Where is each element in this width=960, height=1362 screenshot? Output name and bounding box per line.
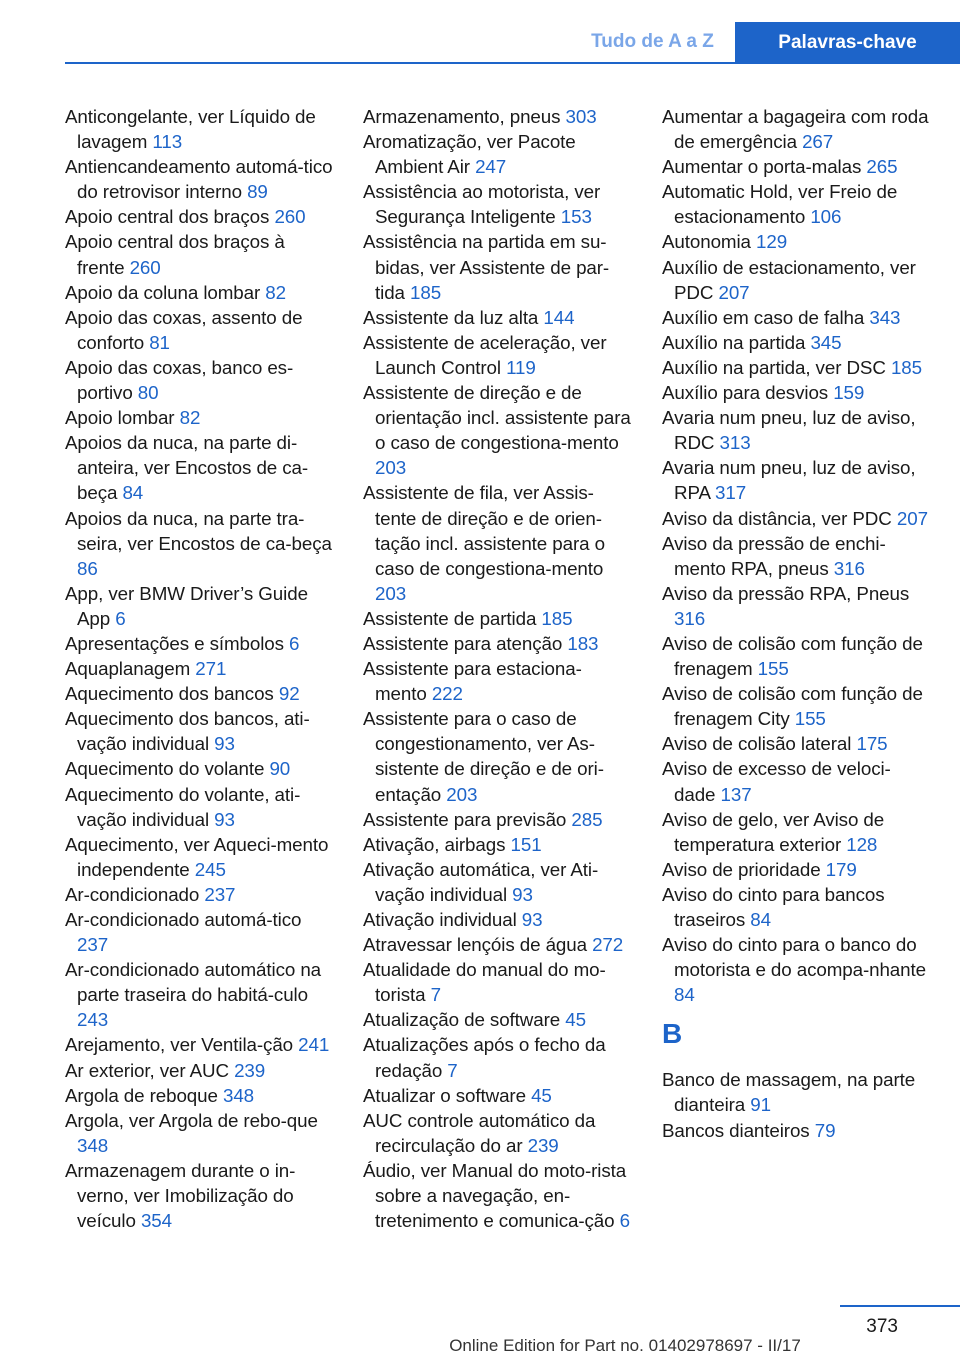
page-reference-link[interactable]: 93: [214, 808, 235, 830]
index-entry: [363, 179, 633, 229]
page-reference-link[interactable]: 153: [560, 206, 592, 228]
page-reference-link[interactable]: 239: [527, 1134, 559, 1156]
index-column-1: [65, 104, 335, 1233]
index-entry-text: Assistente de aceleração, ver Launch Control: [363, 331, 607, 378]
page-reference-link[interactable]: 106: [810, 206, 842, 228]
index-entry-text: Atualizações após o fecho da redação: [363, 1034, 606, 1081]
page-reference-link[interactable]: 7: [430, 984, 441, 1006]
index-entry-text: Auxílio em caso de falha: [662, 306, 865, 328]
page-reference-link[interactable]: 82: [265, 281, 286, 303]
index-entry-text: Aquecimento, ver Aqueci‐mento independente: [65, 833, 329, 880]
index-entry-text: Aviso de colisão com função de frenagem: [662, 632, 923, 680]
index-entry: [65, 882, 335, 907]
index-entry-text: Aviso da pressão de enchi‐mento RPA, pneus: [662, 532, 886, 579]
header-rule: [65, 62, 960, 64]
tab-section-a-z[interactable]: Tudo de A a Z: [591, 31, 714, 52]
page-reference-link[interactable]: 93: [214, 733, 235, 755]
index-entry-text: Aumentar o porta-malas: [662, 156, 862, 178]
index-entry-text: Assistência na partida em su‐bidas, ver Assistente de par‐tida: [363, 231, 610, 303]
index-entry-text: Assistente da luz alta: [363, 306, 539, 328]
page-reference-link[interactable]: 84: [122, 482, 144, 504]
page-reference-link[interactable]: 119: [506, 356, 536, 378]
index-entry: [662, 531, 932, 581]
index-entry-text: Assistente para atenção: [363, 632, 563, 654]
page-reference-link[interactable]: 241: [298, 1034, 330, 1056]
index-entry: [65, 1158, 335, 1233]
index-entry-text: Ativação automática, ver Ati‐vação individual: [363, 858, 599, 905]
index-entry-text: Ativação individual: [363, 909, 517, 930]
index-entry: [65, 355, 335, 405]
page-reference-link[interactable]: 222: [431, 683, 463, 705]
page-reference-link[interactable]: 203: [375, 457, 407, 479]
index-entry-text: Assistente de partida: [363, 607, 537, 629]
page-reference-link[interactable]: 239: [234, 1059, 266, 1081]
index-column-2: [363, 104, 633, 1233]
index-entry-text: Assistente para previsão: [363, 808, 567, 830]
page-reference-link[interactable]: 128: [846, 833, 878, 855]
index-entry-text: Ar-condicionado: [65, 883, 200, 905]
index-entry: [65, 782, 335, 832]
index-entry: [65, 1032, 335, 1057]
page-reference-link[interactable]: 6: [115, 607, 126, 629]
index-entry-text: Aquecimento dos bancos: [65, 683, 274, 705]
index-entry-text: Apoios da nuca, na parte tra‐seira, ver Encostos de ca‐beça: [65, 507, 332, 554]
index-entry-text: Aviso de gelo, ver Aviso de temperatura exterior: [662, 808, 885, 855]
index-entry: [65, 430, 335, 505]
page-reference-link[interactable]: 79: [814, 1119, 836, 1141]
page-reference-link[interactable]: 185: [410, 281, 442, 303]
page-reference-link[interactable]: 260: [129, 256, 161, 278]
index-entry: [662, 455, 932, 505]
page-reference-link[interactable]: 354: [140, 1210, 172, 1232]
page-reference-link[interactable]: 271: [195, 658, 227, 680]
page-reference-link[interactable]: 265: [866, 156, 898, 178]
index-entry-text: Auxílio na partida: [662, 331, 806, 353]
index-entry: [662, 756, 932, 806]
index-entry: [65, 405, 335, 430]
page-reference-link[interactable]: 345: [810, 331, 842, 353]
index-entry-text: Automatic Hold, ver Freio de estacionamento: [662, 181, 898, 228]
page-reference-link[interactable]: 348: [77, 1134, 109, 1156]
index-entry: [662, 681, 932, 731]
index-entry-text: Apoio lombar: [65, 407, 175, 429]
index-entry: [662, 305, 932, 330]
index-entry: [662, 355, 932, 380]
index-entry: [65, 907, 335, 957]
index-entry: [363, 857, 633, 907]
page-reference-link[interactable]: 303: [565, 106, 597, 127]
index-entry: [662, 932, 932, 1007]
index-entry-text: Ar exterior, ver AUC: [65, 1059, 229, 1081]
index-entry: [65, 581, 335, 631]
index-entry: [363, 104, 633, 129]
page-reference-link[interactable]: 343: [869, 306, 901, 328]
page-reference-link[interactable]: 316: [674, 607, 706, 629]
page-reference-link[interactable]: 84: [750, 909, 771, 930]
page-reference-link[interactable]: 45: [531, 1084, 552, 1106]
index-entry: [662, 857, 932, 882]
index-entry: [662, 154, 932, 179]
index-entry: [65, 756, 335, 781]
page-reference-link[interactable]: 129: [756, 231, 788, 253]
index-entry: [363, 380, 633, 480]
index-entry-text: Ar-condicionado automático na parte traseira do habitá‐culo: [65, 959, 322, 1006]
index-entry: [363, 807, 633, 832]
page-reference-link[interactable]: 203: [446, 783, 478, 805]
index-entry-text: Argola de reboque: [65, 1084, 218, 1106]
page-reference-link[interactable]: 247: [475, 156, 507, 178]
page-reference-link[interactable]: 243: [77, 1009, 109, 1031]
index-entry: [662, 405, 932, 455]
page-reference-link[interactable]: 207: [896, 507, 928, 529]
index-entry: [65, 204, 335, 229]
index-entry: [363, 330, 633, 380]
index-entry-text: Autonomia: [662, 231, 751, 253]
index-entry-text: Aquaplanagem: [65, 658, 191, 680]
index-entry-text: Aviso do cinto para bancos traseiros: [662, 883, 885, 930]
page-reference-link[interactable]: 6: [619, 1210, 630, 1232]
index-entry: [662, 631, 932, 681]
index-entry: [65, 280, 335, 305]
page-reference-link[interactable]: 45: [565, 1009, 586, 1031]
index-entry: [662, 882, 932, 932]
page-reference-link[interactable]: 91: [750, 1094, 771, 1116]
index-entry: [363, 932, 633, 957]
index-entry: [662, 731, 932, 756]
index-entry-text: Arejamento, ver Ventila‐ção: [65, 1034, 294, 1056]
index-entry: [65, 229, 335, 279]
page-reference-link[interactable]: 80: [137, 382, 159, 404]
index-entry: [363, 1032, 633, 1082]
index-entry-text: Armazenagem durante o in‐verno, ver Imobilização do veículo: [65, 1159, 296, 1232]
page-reference-link[interactable]: 144: [543, 306, 575, 328]
index-entry: [65, 154, 335, 204]
page-reference-link[interactable]: 86: [77, 557, 98, 579]
index-entry: [363, 907, 633, 932]
index-entry-text: Ar-condicionado automá‐tico: [65, 909, 302, 930]
index-entry: [662, 179, 932, 229]
page-reference-link[interactable]: 245: [194, 858, 226, 880]
index-entry: [363, 631, 633, 656]
page-reference-link[interactable]: 81: [149, 331, 170, 353]
index-entry-text: Aviso de colisão lateral: [662, 733, 852, 755]
index-entry: [65, 832, 335, 882]
index-entry-text: Apoio central dos braços à frente: [65, 231, 285, 278]
index-entry-text: Apoio da coluna lombar: [65, 281, 261, 303]
index-entry-text: Apoio das coxas, banco es‐portivo: [65, 356, 294, 404]
page-reference-link[interactable]: 7: [447, 1059, 458, 1081]
index-entry: [662, 330, 932, 355]
index-entry-text: Auxílio na partida, ver DSC: [662, 356, 886, 378]
index-entry: [363, 1158, 633, 1233]
index-entry: [65, 1058, 335, 1083]
index-entry: [662, 1118, 932, 1143]
page-reference-link[interactable]: 82: [179, 407, 201, 429]
index-entry-text: Aviso da distância, ver PDC: [662, 507, 892, 529]
page-reference-link[interactable]: 207: [718, 281, 750, 303]
index-entry-text: App, ver BMW Driver’s Guide App: [65, 582, 308, 629]
page-reference-link[interactable]: 237: [77, 934, 109, 956]
page-reference-link[interactable]: 185: [890, 356, 922, 378]
index-entry: [65, 631, 335, 656]
page-reference-link[interactable]: 272: [592, 934, 624, 956]
page-reference-link[interactable]: 90: [269, 758, 291, 780]
index-entry-text: Anticongelante, ver Líquido de lavagem: [65, 106, 316, 153]
page-reference-link[interactable]: 267: [802, 131, 834, 153]
index-entry: [363, 706, 633, 806]
index-entry: [65, 656, 335, 681]
index-entry-text: Apresentações e símbolos: [65, 632, 284, 654]
index-entry-text: Assistente para estaciona‐mento: [363, 658, 582, 705]
index-entry: [662, 581, 932, 631]
page-reference-link[interactable]: 260: [274, 206, 306, 228]
index-entry: [662, 229, 932, 254]
index-entry-text: Aviso do cinto para o banco do motorista e do acompa‐nhante: [662, 934, 926, 981]
page-reference-link[interactable]: 317: [715, 482, 747, 504]
page-reference-link[interactable]: 237: [204, 883, 236, 905]
page-reference-link[interactable]: 179: [825, 858, 857, 880]
index-entry: [65, 506, 335, 581]
index-entry-text: Argola, ver Argola de rebo‐que: [65, 1109, 318, 1131]
index-entry: [65, 681, 335, 706]
index-entry: [662, 380, 932, 405]
page-reference-link[interactable]: 316: [833, 557, 865, 579]
page-reference-link[interactable]: 159: [833, 382, 865, 404]
index-entry: [363, 305, 633, 330]
index-entry: [65, 706, 335, 756]
page-reference-link[interactable]: 185: [541, 607, 573, 629]
page-reference-link[interactable]: 155: [757, 658, 789, 680]
index-entry-text: Auxílio para desvios: [662, 382, 829, 404]
index-entry: [363, 606, 633, 631]
index-entry: [363, 1007, 633, 1032]
index-entry-text: Aviso de excesso de veloci‐dade: [662, 758, 891, 805]
index-entry-text: Aromatização, ver Pacote Ambient Air: [363, 131, 576, 178]
page-reference-link[interactable]: 175: [856, 733, 888, 755]
page-reference-link[interactable]: 155: [794, 708, 826, 730]
index-entry-text: Bancos dianteiros: [662, 1119, 810, 1141]
footer-rule: [840, 1305, 960, 1307]
page-reference-link[interactable]: 84: [674, 984, 695, 1006]
page-reference-link[interactable]: 6: [289, 632, 300, 654]
index-entry-text: Aquecimento dos bancos, ati‐vação individual: [65, 708, 310, 755]
index-entry-text: Apoio central dos braços: [65, 206, 270, 228]
index-entry-text: Aviso da pressão RPA, Pneus: [662, 582, 910, 604]
page-reference-link[interactable]: 151: [510, 833, 542, 855]
index-entry-text: Aumentar a bagageira com roda de emergência: [662, 106, 929, 153]
page-number: 373: [866, 1316, 898, 1337]
index-entry-text: Avaria num pneu, luz de aviso, RPA: [662, 457, 916, 504]
index-letter-heading: B: [662, 1018, 683, 1050]
index-entry-text: Ativação, airbags: [363, 833, 506, 855]
page-reference-link[interactable]: 113: [152, 131, 183, 153]
index-entry-text: Aviso de colisão com função de frenagem City: [662, 683, 923, 730]
index-entry: [363, 229, 633, 304]
page-reference-link[interactable]: 92: [278, 683, 300, 705]
index-entry-text: Avaria num pneu, luz de aviso, RDC: [662, 407, 916, 454]
index-entry-text: Atualizar o software: [363, 1084, 526, 1106]
page-reference-link[interactable]: 93: [521, 909, 543, 930]
index-entry: [662, 506, 932, 531]
page-reference-link[interactable]: 183: [567, 632, 599, 654]
page-reference-link[interactable]: 89: [247, 181, 268, 203]
page-reference-link[interactable]: 348: [222, 1084, 255, 1106]
index-entry-text: Aviso de prioridade: [662, 858, 821, 880]
index-entry: [363, 129, 633, 179]
index-column-3: [662, 104, 932, 1143]
index-entry-text: Assistente de fila, ver Assis‐tente de direção e de orien‐tação incl. assistente para o caso de congestiona‐mento: [363, 482, 605, 579]
index-entry-text: AUC controle automático da recirculação do ar: [363, 1109, 596, 1156]
edition-note: Online Edition for Part no. 01402978697 - II/17: [449, 1336, 801, 1355]
index-entry-text: Aquecimento do volante: [65, 758, 265, 780]
page-reference-link[interactable]: 285: [571, 808, 603, 830]
page-reference-link[interactable]: 313: [719, 432, 751, 454]
index-entry-text: Apoios da nuca, na parte di‐anteira, ver Encostos de ca‐beça: [65, 432, 309, 504]
index-entry-text: Atravessar lençóis de água: [363, 934, 587, 956]
index-entry: [65, 104, 335, 154]
index-entry-text: Áudio, ver Manual do moto‐rista sobre a navegação, en‐tretenimento e comunica‐ção: [363, 1159, 627, 1232]
index-entry: [662, 255, 932, 305]
index-entry-text: Assistente de direção e de orientação incl. assistente para o caso de congestiona‐mento: [363, 382, 631, 454]
index-entry: [662, 807, 932, 857]
index-entry-text: Armazenamento, pneus: [363, 106, 561, 127]
index-entry: [662, 1067, 932, 1117]
index-entry: [65, 1108, 335, 1158]
index-entry: [65, 305, 335, 355]
index-entry-text: Atualização de software: [363, 1009, 561, 1031]
tab-keywords[interactable]: Palavras-chave: [735, 22, 960, 64]
index-entry: [662, 104, 932, 154]
index-entry-text: Aquecimento do volante, ati‐vação individual: [65, 783, 301, 830]
index-entry: [363, 832, 633, 857]
index-entry: [363, 656, 633, 706]
index-entry-text: Antiencandeamento automá‐tico do retrovisor interno: [65, 156, 333, 203]
index-entry-text: Banco de massagem, na parte dianteira: [662, 1069, 916, 1116]
index-entry: [363, 1083, 633, 1108]
index-entry-text: Assistente para o caso de congestionamento, ver As‐sistente de direção e de ori‐entação: [363, 708, 604, 805]
index-entry: [65, 957, 335, 1032]
index-entry-text: Apoio das coxas, assento de conforto: [65, 306, 303, 353]
index-entry: [363, 957, 633, 1007]
page-reference-link[interactable]: 93: [512, 883, 533, 905]
index-entry: [65, 1083, 335, 1108]
index-entry-text: Atualidade do manual do mo‐torista: [363, 959, 606, 1006]
index-entry: [363, 480, 633, 605]
index-entry-text: Auxílio de estacionamento, ver PDC: [662, 256, 916, 303]
index-entry: [363, 1108, 633, 1158]
index-entry-text: Assistência ao motorista, ver Segurança Inteligente: [363, 181, 601, 228]
page-reference-link[interactable]: 137: [720, 783, 752, 805]
page-reference-link[interactable]: 203: [375, 582, 407, 604]
